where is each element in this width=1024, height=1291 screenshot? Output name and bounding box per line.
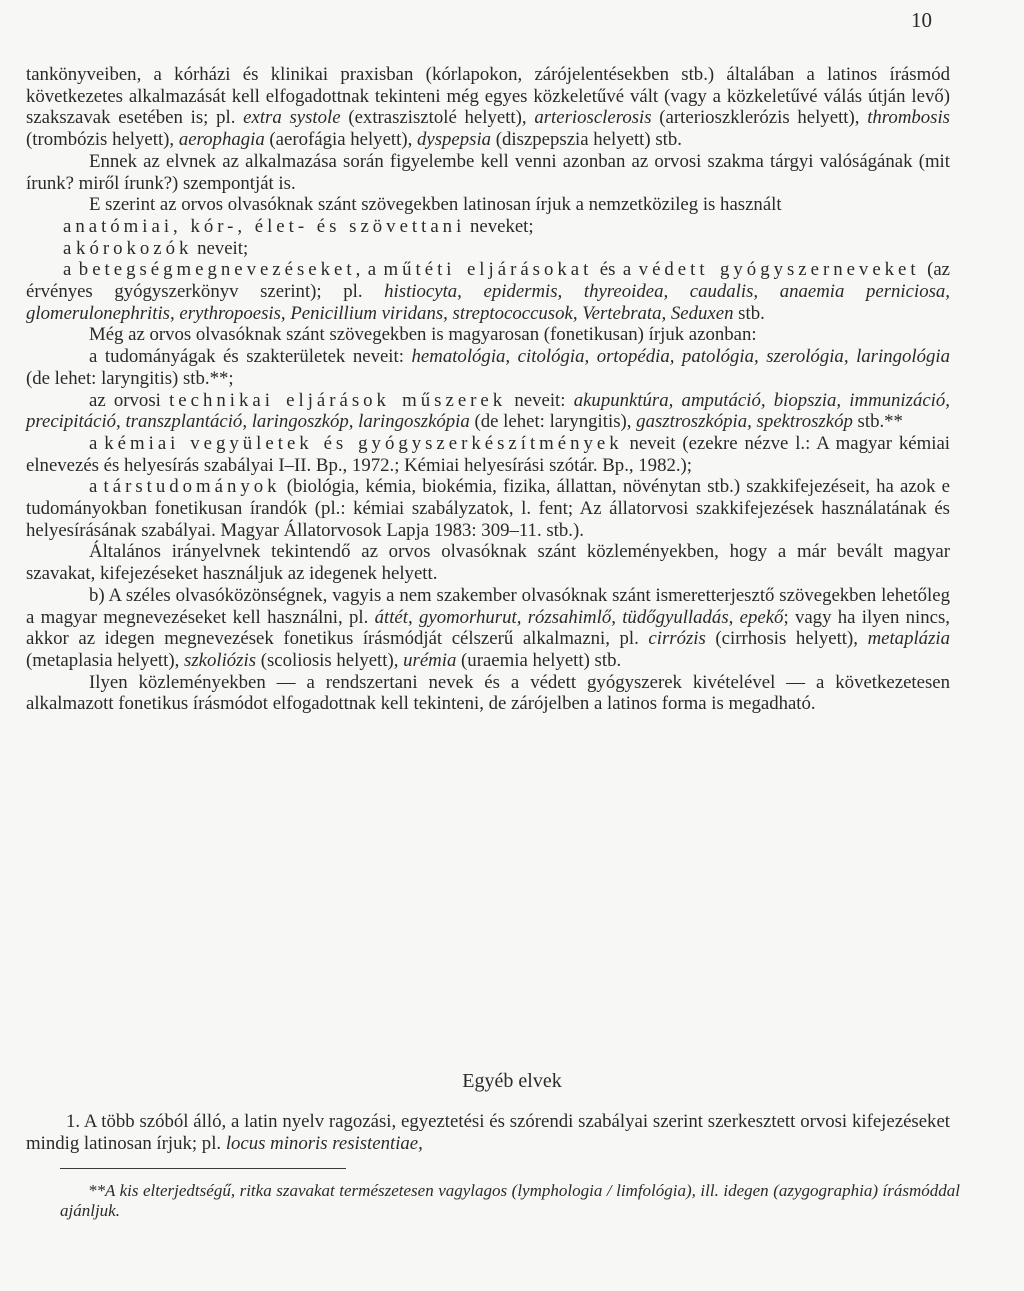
list-item: anatómiai, kór-, élet- és szövettani neveket; bbox=[63, 215, 534, 237]
paragraph-6: b) A széles olvasóközönségnek, vagyis a nem szakember olvasóknak szánt ismeretterjesztő szövegekben lehetőleg a magyar megnevezéseket kell használni, pl. áttét, gyomorhurut, rózsahimlő, tüdőgyulladás, epekő; vagy ha ilyen nincs, akkor az idegen megnevezések fonetikus írásmódját célszerű alkalmazni, pl. cirrózis (cirrhosis helyett), metaplázia (metaplasia helyett), szkoliózis (scoliosis helyett), urémia (uraemia helyett) stb. bbox=[26, 584, 950, 671]
footnote: **A kis elterjedtségű, ritka szavakat természetesen vagylagos (lymphologia / limfológia), ill. idegen (azygographia) írásmóddal ajánljuk. bbox=[60, 1181, 960, 1220]
paragraph-3: E szerint az orvos olvasóknak szánt szövegekben latinosan írjuk a nemzetközileg is használt bbox=[89, 194, 782, 216]
paragraph-4: Még az orvos olvasóknak szánt szövegekben is magyarosan (fonetikusan) írjuk azonban: bbox=[89, 324, 757, 346]
list-item: az orvosi technikai eljárások műszerek neveit: akupunktúra, amputáció, biopszia, immunizáció, precipitáció, transzplantáció, laringoszkóp, laringoszkópia (de lehet: laryngitis), gasztroszkópia, spektroszkóp stb.** bbox=[26, 389, 950, 433]
paragraph-7: Ilyen közleményekben — a rendszertani nevek és a védett gyógyszerek kivételével — a következetesen alkalmazott fonetikus írásmódot elfogadottnak kell tekinteni, de zárójelben a latinos forma is megadható. bbox=[26, 671, 950, 715]
footnote-divider bbox=[60, 1168, 346, 1169]
section-heading: Egyéb elvek bbox=[462, 1070, 562, 1092]
paragraph-2: Ennek az elvnek az alkalmazása során figyelembe kell venni azonban az orvosi szakma tárgyi valóságának (mit írunk? miről írunk?) szempontját is. bbox=[26, 150, 950, 194]
paragraph-5: Általános irányelvnek tekintendő az orvos olvasóknak szánt közleményekben, hogy a már bevált magyar szavakat, kifejezéseket használjuk az idegenek helyett. bbox=[26, 541, 950, 585]
page-number: 10 bbox=[911, 8, 932, 32]
list-item: a tudományágak és szakterületek neveit: hematológia, citológia, ortopédia, patológia, szerológia, laringológia (de lehet: laryngitis) stb.**; bbox=[26, 346, 950, 389]
list-item: a kórokozók neveit; bbox=[63, 237, 249, 259]
list-item: a betegségmegnevezéseket, a műtéti eljárásokat és a védett gyógyszerneveket (az érvényes gyógyszerkönyv szerint); pl. histiocyta, epidermis, thyreoidea, caudalis, anaemia perniciosa, glomerulonephritis, erythropoesis, Penicillium viridans, streptococcusok, Vertebrata, Seduxen stb. bbox=[26, 259, 950, 324]
list-item: a kémiai vegyületek és gyógyszerkészítmények neveit (ezekre nézve l.: A magyar kémiai elnevezés és helyesírás szabályai I–II. Bp., 1972.; Kémiai helyesírási szótár. Bp., 1982.); bbox=[26, 432, 950, 476]
paragraph-1: tankönyveiben, a kórházi és klinikai praxisban (kórlapokon, zárójelentésekben stb.) általában a latinos írásmód következetes alkalmazását kell elfogadottnak tekinteni még egyes közkeletűvé vált (vagy a közkeletűvé válás útján levő) szakszavak esetében is; pl. extra systole (extraszisztolé helyett), arteriosclerosis (arterioszklerózis helyett), thrombosis (trombózis helyett), aerophagia (aerofágia helyett), dyspepsia (diszpepszia helyett) stb. bbox=[26, 64, 950, 151]
list-item: a társtudományok (biológia, kémia, biokémia, fizika, állattan, növénytan stb.) szakkifejezéseit, ha azok e tudományokban fonetikusan írandók (pl.: kémiai szabályzatok, l. fent; Az állatorvosi szakkifejezések használatának és helyesírásának szabályai. Magyar Állatorvosok Lapja 1983: 309–11. stb.). bbox=[26, 476, 950, 541]
body-text bbox=[26, 64, 950, 715]
rule-item-1: 1. A több szóból álló, a latin nyelv ragozási, egyeztetési és szórendi szabályai szerint szerkesztett orvosi kifejezéseket mindig latinosan írjuk; pl. locus minoris resistentiae, bbox=[26, 1111, 950, 1154]
